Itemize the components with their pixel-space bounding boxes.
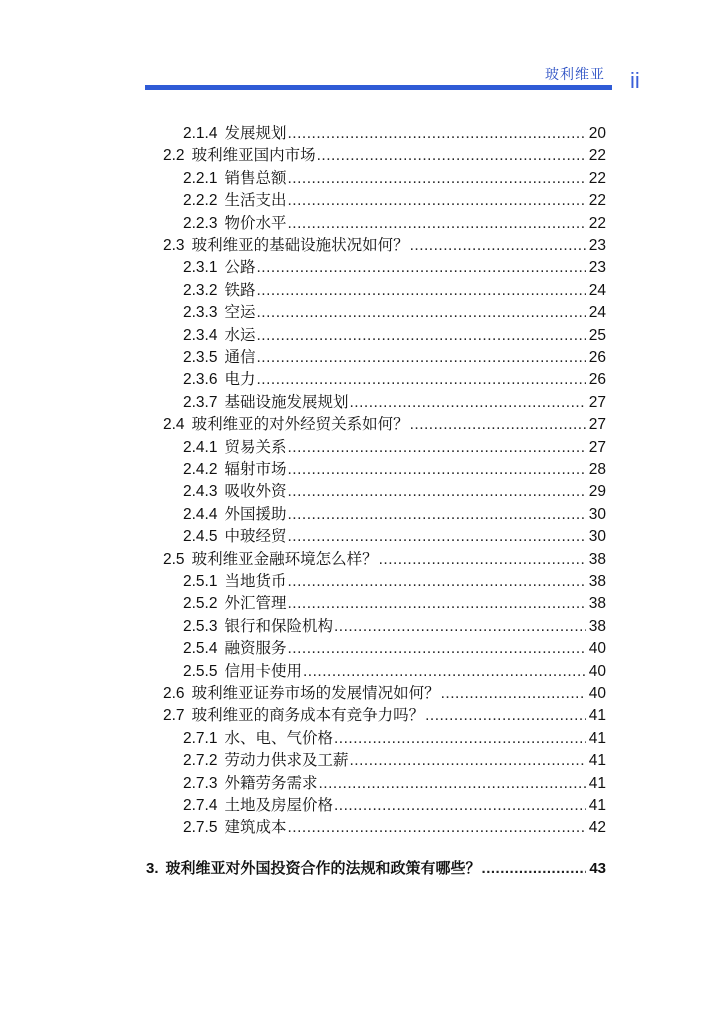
toc-entry-title: 外国援助 (224, 505, 287, 523)
toc-entry[interactable] (183, 257, 606, 279)
toc-entry-page: 40 (588, 685, 606, 702)
dot-leader (334, 616, 586, 638)
toc-entry-number: 2.2.1 (183, 169, 218, 187)
toc-entry-page: 26 (588, 371, 606, 389)
toc-entry-title: 建筑成本 (224, 819, 287, 837)
toc-entry-page: 30 (588, 528, 606, 546)
dot-leader (350, 392, 586, 414)
toc-entry-title: 劳动力供求及工薪 (224, 752, 349, 770)
dot-leader (288, 213, 586, 235)
toc-entry[interactable] (183, 593, 606, 615)
toc-entry[interactable] (183, 392, 606, 414)
toc-entry[interactable] (163, 549, 606, 571)
toc-entry-number: 2.2 (163, 147, 185, 165)
toc-entry-number: 2.2.3 (183, 214, 218, 232)
toc-entry-page: 41 (588, 752, 606, 770)
toc-entry[interactable] (183, 481, 606, 503)
dot-leader (334, 795, 586, 817)
toc-entry-number: 2.4.5 (183, 528, 218, 546)
toc-entry[interactable] (183, 571, 606, 593)
toc-entry-number: 2.5.1 (183, 573, 218, 590)
toc-entry-title: 发展规划 (224, 125, 287, 142)
toc-entry[interactable] (183, 123, 606, 145)
dot-leader (288, 504, 586, 526)
dot-leader (288, 123, 586, 145)
toc-entry-number: 2.3.7 (183, 393, 218, 411)
toc-entry-title: 铁路 (224, 281, 256, 299)
toc-entry-number: 3. (146, 859, 159, 877)
toc-entry-title: 外汇管理 (224, 595, 287, 613)
toc-entry-number: 2.7 (163, 707, 185, 725)
toc-entry-title: 玻利维亚金融环境怎么样？ (191, 550, 378, 568)
toc-entry-title: 水、电、气价格 (224, 729, 333, 747)
dot-leader (257, 280, 586, 302)
toc-entry-page: 29 (588, 483, 606, 501)
toc-entry-number: 2.1.4 (183, 125, 218, 142)
toc-entry-number: 2.7.5 (183, 819, 218, 837)
toc-entry[interactable] (183, 280, 606, 302)
toc-entry-title: 玻利维亚的商务成本有竞争力吗？ (191, 707, 425, 725)
dot-leader (425, 705, 586, 727)
toc-entry[interactable] (183, 213, 606, 235)
toc-entry-number: 2.3.4 (183, 326, 218, 344)
toc-entry-title: 融资服务 (224, 640, 287, 658)
toc-entry-number: 2.5.3 (183, 617, 218, 635)
toc-entry-title: 外籍劳务需求 (224, 774, 318, 792)
dot-leader (257, 369, 586, 391)
toc-entry[interactable] (183, 638, 606, 660)
toc-entry-title: 玻利维亚对外国投资合作的法规和政策有哪些？ (165, 859, 481, 877)
toc-entry-title: 银行和保险机构 (224, 617, 333, 635)
toc-entry-title: 玻利维亚证券市场的发展情况如何？ (191, 685, 440, 702)
toc-entry-number: 2.7.3 (183, 774, 218, 792)
toc-entry-title: 中玻经贸 (224, 528, 287, 546)
dot-leader (288, 526, 586, 548)
dot-leader (288, 459, 586, 481)
toc-entry-page: 40 (588, 640, 606, 658)
toc-entry-title: 生活支出 (224, 192, 287, 210)
toc-entry-page: 25 (588, 326, 606, 344)
toc-entry-page: 41 (588, 797, 606, 814)
toc-entry-number: 2.3.6 (183, 371, 218, 389)
toc-entry-page: 30 (588, 505, 606, 523)
page-number: ii (630, 68, 640, 93)
dot-leader (410, 235, 586, 257)
toc-entry-page: 26 (588, 349, 606, 366)
dot-leader (334, 728, 586, 750)
dot-leader (288, 190, 586, 212)
toc-entry-page: 38 (588, 595, 606, 613)
toc-entry[interactable] (183, 504, 606, 526)
toc-entry-title: 空运 (224, 304, 256, 322)
toc-entry[interactable] (163, 414, 606, 436)
dot-leader (288, 817, 586, 839)
toc-entry-page: 20 (588, 125, 606, 142)
header-rule (145, 85, 612, 90)
toc-entry[interactable] (183, 437, 606, 459)
dot-leader (482, 858, 587, 880)
toc-entry-number: 2.7.2 (183, 752, 218, 770)
toc-entry[interactable] (183, 302, 606, 324)
dot-leader (257, 257, 586, 279)
toc-entry-number: 2.5.4 (183, 640, 218, 658)
toc-entry[interactable] (183, 616, 606, 638)
toc-entry[interactable] (163, 145, 606, 167)
toc-entry-number: 2.2.2 (183, 192, 218, 210)
toc-entry[interactable] (183, 347, 606, 369)
toc-entry-page: 27 (588, 438, 606, 456)
dot-leader (257, 325, 586, 347)
toc-entry-number: 2.4.4 (183, 505, 218, 523)
toc-entry[interactable] (183, 817, 606, 839)
toc-entry[interactable] (183, 168, 606, 190)
toc-entry-page: 24 (588, 281, 606, 299)
toc-entry-page: 22 (588, 169, 606, 187)
toc-entry[interactable] (163, 705, 606, 727)
toc-entry-title: 玻利维亚国内市场 (191, 147, 316, 165)
toc-entry-number: 2.3.2 (183, 281, 218, 299)
toc-entry[interactable] (183, 750, 606, 772)
dot-leader (379, 549, 586, 571)
toc-entry-number: 2.7.4 (183, 797, 218, 814)
dot-leader (288, 168, 586, 190)
dot-leader (317, 145, 586, 167)
toc-entry-title: 贸易关系 (224, 438, 287, 456)
toc-entry-page: 23 (588, 237, 606, 254)
dot-leader (288, 481, 586, 503)
toc-entry[interactable] (146, 858, 606, 880)
dot-leader (319, 773, 586, 795)
toc-entry-page: 23 (588, 259, 606, 277)
dot-leader (350, 750, 586, 772)
dot-leader (288, 638, 586, 660)
toc-entry-title: 通信 (224, 349, 256, 366)
toc-entry-page: 41 (588, 707, 606, 725)
toc-entry[interactable] (163, 683, 606, 705)
toc-entry-page: 38 (588, 617, 606, 635)
toc-entry-page: 41 (588, 774, 606, 792)
dot-leader (288, 593, 586, 615)
toc-entry-number: 2.5.5 (183, 662, 218, 680)
toc-entry[interactable] (183, 325, 606, 347)
toc-entry-page: 41 (588, 729, 606, 747)
dot-leader (288, 571, 586, 593)
dot-leader (303, 661, 586, 683)
toc-entry-page: 22 (588, 192, 606, 210)
dot-leader (257, 302, 586, 324)
toc-entry-number: 2.3.5 (183, 349, 218, 366)
toc-entry-page: 22 (588, 214, 606, 232)
toc-entry-number: 2.4 (163, 416, 185, 434)
toc-entry[interactable] (183, 190, 606, 212)
toc-entry-page: 28 (588, 461, 606, 478)
toc-entry-page: 40 (588, 662, 606, 680)
toc-entry-title: 当地货币 (224, 573, 287, 590)
toc-entry[interactable] (183, 661, 606, 683)
toc-entry-page: 24 (588, 304, 606, 322)
toc-entry-number: 2.4.2 (183, 461, 218, 478)
toc-entry-page: 38 (588, 573, 606, 590)
toc-entry[interactable] (183, 459, 606, 481)
toc-entry-title: 电力 (224, 371, 256, 389)
toc-entry-title: 土地及房屋价格 (224, 797, 333, 814)
toc-entry-number: 2.3 (163, 237, 185, 254)
toc-entry-page: 27 (588, 393, 606, 411)
dot-leader (410, 414, 586, 436)
dot-leader (257, 347, 586, 369)
toc-entry[interactable] (183, 728, 606, 750)
toc-entry-page: 22 (588, 147, 606, 165)
toc-entry-title: 物价水平 (224, 214, 287, 232)
toc-entry[interactable] (183, 795, 606, 817)
dot-leader (441, 683, 586, 705)
toc-entry[interactable] (183, 526, 606, 548)
toc-entry-number: 2.7.1 (183, 729, 218, 747)
toc-entry-number: 2.4.3 (183, 483, 218, 501)
toc-entry[interactable] (183, 773, 606, 795)
toc-entry-page: 42 (588, 819, 606, 837)
toc-entry-number: 2.4.1 (183, 438, 218, 456)
toc-entry-number: 2.5.2 (183, 595, 218, 613)
toc-entry-page: 27 (588, 416, 606, 434)
toc-entry[interactable] (163, 235, 606, 257)
toc-entry[interactable] (183, 369, 606, 391)
toc-entry-title: 销售总额 (224, 169, 287, 187)
toc-entry-title: 玻利维亚的对外经贸关系如何？ (191, 416, 409, 434)
toc-entry-number: 2.3.1 (183, 259, 218, 277)
toc-entry-title: 水运 (224, 326, 256, 344)
toc-entry-number: 2.5 (163, 550, 185, 568)
toc-entry-title: 基础设施发展规划 (224, 393, 349, 411)
toc-entry-page: 43 (589, 859, 606, 877)
running-header-title: 玻利维亚 (545, 66, 605, 82)
toc-entry-title: 公路 (224, 259, 256, 277)
toc-entry-number: 2.3.3 (183, 304, 218, 322)
toc-entry-number: 2.6 (163, 685, 185, 702)
toc-entry-title: 辐射市场 (224, 461, 287, 478)
toc-entry-page: 38 (588, 550, 606, 568)
toc-entry-title: 吸收外资 (224, 483, 287, 501)
dot-leader (288, 437, 586, 459)
toc-entry-title: 玻利维亚的基础设施状况如何？ (191, 237, 409, 254)
toc-entry-title: 信用卡使用 (224, 662, 302, 680)
